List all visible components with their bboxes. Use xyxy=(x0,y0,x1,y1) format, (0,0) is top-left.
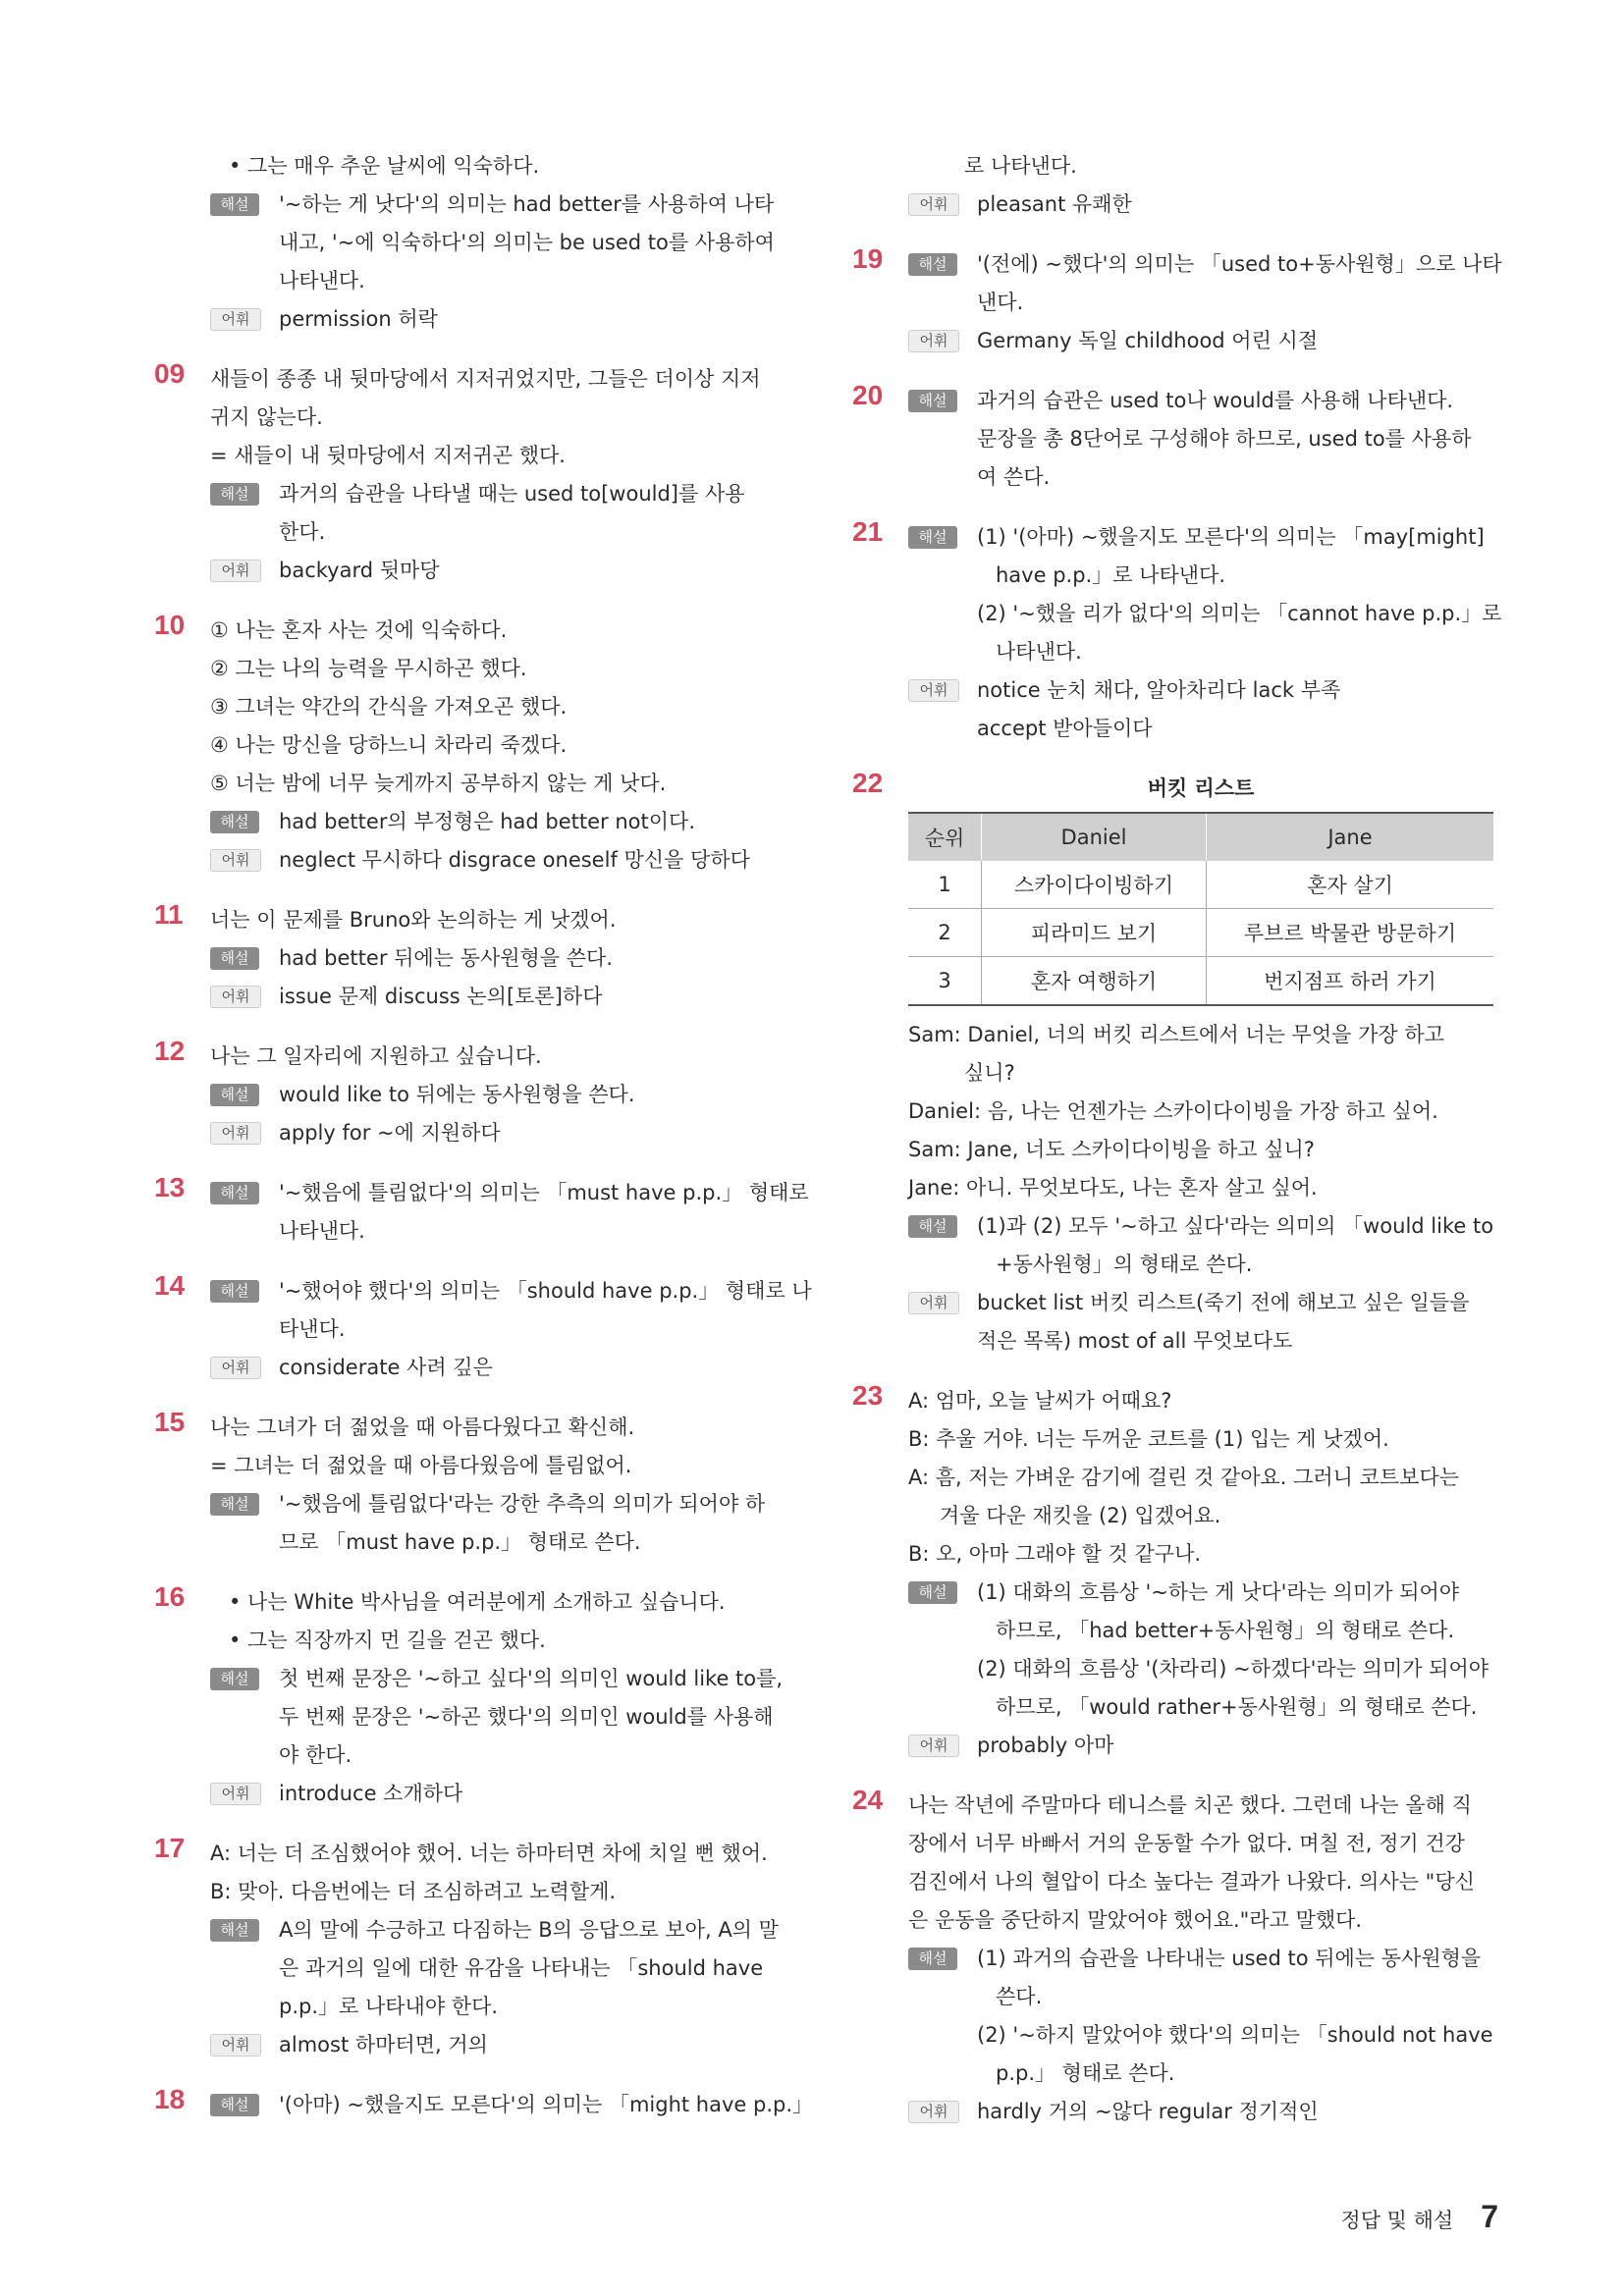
explanation-line: would like to 뒤에는 동사원형을 쓴다. xyxy=(279,1083,635,1106)
table-row xyxy=(908,909,1493,957)
vocabulary-tag: 어휘 xyxy=(210,1122,261,1145)
answer-line: 장에서 너무 바빠서 거의 운동할 수가 없다. 며칠 전, 정기 건강 xyxy=(908,1832,1465,1855)
vocabulary xyxy=(210,2026,795,2064)
question-number: 18 xyxy=(154,2084,186,2114)
vocabulary xyxy=(908,322,1498,360)
question-number: 21 xyxy=(852,516,884,547)
bucket-list-table xyxy=(908,812,1493,1006)
answer-line: 나는 그 일자리에 지원하고 싶습니다. xyxy=(210,1044,542,1068)
explanation-line: A의 말에 수긍하고 다짐하는 B의 응답으로 보아, A의 말 xyxy=(279,1918,779,1942)
table-cell: 2 xyxy=(908,909,982,957)
table-cell: 혼자 살기 xyxy=(1207,861,1494,909)
vocabulary-tag: 어휘 xyxy=(210,2034,261,2056)
vocabulary-line: apply for ~에 지원하다 xyxy=(279,1121,501,1145)
explanation-line: 낸다. xyxy=(977,291,1024,314)
explanation-line: '~하는 게 낫다'의 의미는 had better를 사용하여 나타 xyxy=(279,192,775,216)
vocabulary-line: introduce 소개하다 xyxy=(279,1782,463,1805)
explanation-line: 과거의 습관은 used to나 would를 사용해 나타낸다. xyxy=(977,389,1454,412)
question-number: 12 xyxy=(154,1036,186,1066)
answer-line: B: 맞아. 다음번에는 더 조심하려고 노력할게. xyxy=(210,1880,617,1903)
explanation-tag: 해설 xyxy=(908,253,957,276)
explanation-line: 한다. xyxy=(279,520,326,544)
table-cell: 혼자 여행하기 xyxy=(982,957,1207,1006)
explanation xyxy=(908,382,1498,497)
explanation-line: 나타낸다. xyxy=(996,640,1082,664)
answer-16 xyxy=(154,1583,795,1813)
explanation-line: 하므로, 「would rather+동사원형」의 형태로 쓴다. xyxy=(996,1695,1478,1719)
explanation-tag: 해설 xyxy=(210,193,259,216)
dialogue-line: A: 흠, 저는 가벼운 감기에 걸린 것 같아요. 그러니 코트보다는 xyxy=(908,1466,1460,1489)
vocabulary-tag: 어휘 xyxy=(210,849,261,872)
question-number: 17 xyxy=(154,1833,186,1863)
explanation xyxy=(210,939,795,978)
question-number: 22 xyxy=(852,768,884,798)
explanation-line: 문장을 총 8단어로 구성해야 하므로, used to를 사용하 xyxy=(977,427,1472,451)
answer-13 xyxy=(154,1172,809,1251)
explanation-line: (1) 과거의 습관을 나타내는 used to 뒤에는 동사원형을 xyxy=(977,1947,1482,1970)
vocabulary-line: bucket list 버킷 리스트(죽기 전에 해보고 싶은 일들을 xyxy=(977,1291,1470,1314)
explanation-line: 므로 「must have p.p.」 형태로 쓴다. xyxy=(279,1530,641,1554)
vocabulary-line: backyard 뒷마당 xyxy=(279,559,440,582)
explanation-line: (2) '~하지 말았어야 했다'의 의미는 「should not have xyxy=(977,2023,1493,2047)
explanation-line: +동사원형」의 형태로 쓴다. xyxy=(996,1253,1253,1276)
answer-line: ⑤ 너는 밤에 너무 늦게까지 공부하지 않는 게 낫다. xyxy=(210,772,667,795)
explanation xyxy=(908,1207,1498,1284)
explanation-tag: 해설 xyxy=(908,1215,957,1238)
explanation-line: '(아마) ~했을지도 모른다'의 의미는 「might have p.p.」 xyxy=(279,2093,813,2116)
right-column xyxy=(852,147,1502,2131)
explanation-line: 나타낸다. xyxy=(279,1219,365,1243)
explanation-tag: 해설 xyxy=(908,390,957,412)
explanation xyxy=(210,186,795,300)
vocabulary-line: probably 아마 xyxy=(977,1734,1114,1757)
answer-line: 은 운동을 중단하지 말았어야 했어요."라고 말했다. xyxy=(908,1908,1363,1932)
explanation-line: had better 뒤에는 동사원형을 쓴다. xyxy=(279,946,614,970)
vocabulary-line: notice 눈치 채다, 알아차리다 lack 부족 xyxy=(977,678,1341,702)
vocabulary-line: hardly 거의 ~않다 regular 정기적인 xyxy=(977,2100,1319,2123)
explanation-tag: 해설 xyxy=(210,1182,259,1204)
answer-17 xyxy=(154,1835,795,2064)
vocabulary-line: almost 하마터면, 거의 xyxy=(279,2033,488,2056)
explanation-tag: 해설 xyxy=(908,1581,957,1604)
dialogue-line: Jane: 아니. 무엇보다도, 나는 혼자 살고 싶어. xyxy=(908,1176,1318,1200)
vocabulary xyxy=(908,2093,1498,2131)
explanation-tag: 해설 xyxy=(210,1280,259,1303)
dialogue-line: A: 엄마, 오늘 날씨가 어때요? xyxy=(908,1389,1172,1413)
answer-line: 나는 그녀가 더 젊었을 때 아름다웠다고 확신해. xyxy=(210,1415,635,1439)
table-cell: 피라미드 보기 xyxy=(982,909,1207,957)
explanation-tag: 해설 xyxy=(210,1084,259,1106)
question-number: 13 xyxy=(154,1172,186,1202)
dialogue-line: 싶니? xyxy=(964,1061,1015,1085)
vocabulary xyxy=(908,1727,1498,1765)
vocabulary xyxy=(210,552,795,590)
explanation-tag: 해설 xyxy=(210,483,259,506)
vocabulary xyxy=(210,1114,795,1152)
answer-line: 나는 작년에 주말마다 테니스를 치곤 했다. 그런데 나는 올해 직 xyxy=(908,1793,1472,1817)
answer-09 xyxy=(154,360,795,590)
table-cell: 3 xyxy=(908,957,982,1006)
answer-10 xyxy=(154,612,795,880)
explanation-line: '~했어야 했다'의 의미는 「should have p.p.」 형태로 나 xyxy=(279,1279,812,1303)
explanation xyxy=(210,803,795,841)
explanation-line: 내고, '~에 익숙하다'의 의미는 be used to를 사용하여 xyxy=(279,231,775,254)
answer-22 xyxy=(852,770,1498,1361)
answer-line: 너는 이 문제를 Bruno와 논의하는 게 낫겠어. xyxy=(210,908,617,932)
explanation-line: p.p.」 형태로 쓴다. xyxy=(996,2061,1175,2085)
vocabulary-tag: 어휘 xyxy=(908,1292,959,1314)
answer-line: = 새들이 내 뒷마당에서 지저귀곤 했다. xyxy=(210,444,566,467)
vocabulary-tag: 어휘 xyxy=(908,679,959,702)
answer-19 xyxy=(852,243,1502,360)
vocabulary-line: issue 문제 discuss 논의[토론]하다 xyxy=(279,985,603,1008)
question-number: 24 xyxy=(852,1785,884,1815)
dialogue-line: B: 추울 거야. 너는 두꺼운 코트를 (1) 입는 게 낫겠어. xyxy=(908,1427,1389,1451)
vocabulary xyxy=(908,186,1498,224)
dialogue-line: Sam: Jane, 너도 스카이다이빙을 하고 싶니? xyxy=(908,1138,1315,1161)
vocabulary-line: Germany 독일 childhood 어린 시절 xyxy=(977,329,1319,352)
table-cell: 번지점프 하러 가기 xyxy=(1207,957,1494,1006)
answer-line: ④ 나는 망신을 당하느니 차라리 죽겠다. xyxy=(210,733,568,757)
answer-12 xyxy=(154,1038,795,1152)
explanation-line: (2) 대화의 흐름상 '(차라리) ~하겠다'라는 의미가 되어야 xyxy=(977,1657,1489,1681)
answer-line: • 그는 매우 추운 날씨에 익숙하다. xyxy=(229,154,540,178)
table-title: 버킷 리스트 xyxy=(1147,776,1255,800)
explanation-tag: 해설 xyxy=(908,526,957,549)
left-column xyxy=(154,147,813,2124)
explanation xyxy=(210,1076,795,1114)
table-header: Daniel xyxy=(982,813,1207,861)
explanation xyxy=(908,518,1502,671)
answer-line: • 나는 White 박사님을 여러분에게 소개하고 싶습니다. xyxy=(229,1590,726,1614)
explanation-tag: 해설 xyxy=(210,2094,259,2116)
explanation-line: p.p.」로 나타내야 한다. xyxy=(279,1995,499,2018)
vocabulary-tag: 어휘 xyxy=(908,1735,959,1757)
answer-11 xyxy=(154,901,795,1016)
vocabulary-tag: 어휘 xyxy=(210,1783,261,1805)
explanation-line: 두 번째 문장은 '~하곤 했다'의 의미인 would를 사용해 xyxy=(279,1705,774,1729)
question-number: 20 xyxy=(852,380,884,410)
vocabulary-line: neglect 무시하다 disgrace oneself 망신을 당하다 xyxy=(279,848,750,872)
explanation-tag: 해설 xyxy=(908,1948,957,1970)
question-number: 23 xyxy=(852,1380,884,1411)
footer-label: 정답 및 해설 xyxy=(1340,2209,1454,2232)
answer-line: A: 너는 더 조심했어야 했어. 너는 하마터면 차에 치일 뻔 했어. xyxy=(210,1842,768,1865)
vocabulary xyxy=(908,671,1498,748)
dialogue-line: Sam: Daniel, 너의 버킷 리스트에서 너는 무엇을 가장 하고 xyxy=(908,1023,1444,1046)
explanation-line: '~했음에 틀림없다'의 의미는 「must have p.p.」 형태로 xyxy=(279,1181,809,1204)
explanation-line: (2) '~했을 리가 없다'의 의미는 「cannot have p.p.」로 xyxy=(977,602,1502,625)
question-number: 19 xyxy=(852,243,884,274)
vocabulary xyxy=(210,841,795,880)
explanation-line: 야 한다. xyxy=(279,1743,352,1767)
answer-line: 검진에서 나의 혈압이 다소 높다는 결과가 나왔다. 의사는 "당신 xyxy=(908,1870,1475,1894)
explanation xyxy=(210,1272,812,1349)
explanation-line: 여 쓴다. xyxy=(977,465,1051,489)
vocabulary-line: permission 허락 xyxy=(279,307,438,331)
explanation-line: 과거의 습관을 나타낼 때는 used to[would]를 사용 xyxy=(279,482,745,506)
explanation xyxy=(908,245,1502,322)
explanation-line: 나타낸다. xyxy=(279,269,365,293)
table-header: 순위 xyxy=(908,813,982,861)
vocabulary xyxy=(210,1349,795,1387)
explanation xyxy=(210,475,795,552)
explanation-line: (1)과 (2) 모두 '~하고 싶다'라는 의미의 「would like to xyxy=(977,1214,1494,1238)
explanation-tag: 해설 xyxy=(210,947,259,970)
explanation-line: (1) 대화의 흐름상 '~하는 게 낫다'라는 의미가 되어야 xyxy=(977,1580,1460,1604)
answer-line: • 그는 직장까지 먼 길을 걷곤 했다. xyxy=(229,1629,546,1652)
vocabulary-tag: 어휘 xyxy=(210,986,261,1008)
answer-18-continued xyxy=(852,147,1498,224)
vocabulary-tag: 어휘 xyxy=(210,308,261,331)
dialogue-line: 겨울 다운 재킷을 (2) 입겠어요. xyxy=(940,1504,1221,1527)
explanation-tag: 해설 xyxy=(210,1493,259,1516)
dialogue-line: B: 오, 아마 그래야 할 것 같구나. xyxy=(908,1542,1202,1566)
vocabulary-tag: 어휘 xyxy=(908,330,959,352)
question-number: 11 xyxy=(154,899,184,930)
question-number: 09 xyxy=(154,358,186,389)
vocabulary-line: pleasant 유쾌한 xyxy=(977,192,1132,216)
explanation xyxy=(210,1174,809,1251)
explanation xyxy=(210,1660,795,1775)
question-number: 10 xyxy=(154,610,186,640)
vocabulary xyxy=(908,1284,1498,1361)
vocabulary xyxy=(210,300,795,339)
answer-24 xyxy=(852,1787,1498,2131)
page-number: 7 xyxy=(1481,2199,1498,2234)
explanation-line: 하므로, 「had better+동사원형」의 형태로 쓴다. xyxy=(996,1619,1455,1642)
table-cell: 루브르 박물관 방문하기 xyxy=(1207,909,1494,957)
explanation-tag: 해설 xyxy=(210,1919,259,1942)
answer-20 xyxy=(852,382,1498,497)
explanation-tag: 해설 xyxy=(210,811,259,833)
explanation-line: 타낸다. xyxy=(279,1317,346,1341)
answer-line: 귀지 않는다. xyxy=(210,405,323,429)
table-header: Jane xyxy=(1207,813,1494,861)
vocabulary-line: accept 받아들이다 xyxy=(977,717,1153,740)
answer-line: ③ 그녀는 약간의 간식을 가져오곤 했다. xyxy=(210,695,568,719)
answer-line: = 그녀는 더 젊었을 때 아름다웠음에 틀림없어. xyxy=(210,1454,632,1477)
vocabulary-line: considerate 사려 깊은 xyxy=(279,1356,493,1379)
explanation-line: '(전에) ~했다'의 의미는 「used to+동사원형」으로 나타 xyxy=(977,252,1502,276)
question-number: 15 xyxy=(154,1407,186,1437)
explanation xyxy=(908,1940,1498,2093)
explanation xyxy=(210,2086,813,2124)
explanation-line: (1) '(아마) ~했을지도 모른다'의 의미는 「may[might] xyxy=(977,525,1485,549)
explanation xyxy=(210,1911,795,2026)
table-row xyxy=(908,957,1493,1006)
explanation-line: had better의 부정형은 had better not이다. xyxy=(279,810,696,833)
answer-14 xyxy=(154,1270,812,1387)
answer-15 xyxy=(154,1409,795,1562)
explanation-line: 첫 번째 문장은 '~하고 싶다'의 의미인 would like to를, xyxy=(279,1667,784,1690)
vocabulary-line: 적은 목록) most of all 무엇보다도 xyxy=(977,1329,1293,1353)
table-row xyxy=(908,861,1493,909)
answer-18 xyxy=(154,2084,813,2124)
explanation-line: 쓴다. xyxy=(996,1985,1043,2008)
question-number: 16 xyxy=(154,1581,186,1612)
vocabulary-tag: 어휘 xyxy=(210,1357,261,1379)
vocabulary-tag: 어휘 xyxy=(908,193,959,216)
table-cell: 1 xyxy=(908,861,982,909)
vocabulary-tag: 어휘 xyxy=(210,560,261,582)
table-cell: 스카이다이빙하기 xyxy=(982,861,1207,909)
explanation-line: 로 나타낸다. xyxy=(964,154,1077,178)
explanation-tag: 해설 xyxy=(210,1668,259,1690)
vocabulary xyxy=(210,1775,795,1813)
explanation xyxy=(908,1574,1498,1727)
answer-21 xyxy=(852,516,1502,748)
answer-line: 새들이 종종 내 뒷마당에서 지저귀었지만, 그들은 더이상 지저 xyxy=(210,367,761,391)
table-header-row xyxy=(908,813,1493,861)
question-number: 14 xyxy=(154,1270,186,1301)
explanation-line: '~했음에 틀림없다'라는 강한 추측의 의미가 되어야 하 xyxy=(279,1492,766,1516)
answer-line: ① 나는 혼자 사는 것에 익숙하다. xyxy=(210,618,508,642)
answer-23 xyxy=(852,1382,1498,1765)
vocabulary xyxy=(210,978,795,1016)
explanation-line: 은 과거의 일에 대한 유감을 나타내는 「should have xyxy=(279,1956,764,1980)
explanation xyxy=(210,1485,795,1562)
explanation-line: have p.p.」로 나타낸다. xyxy=(996,563,1225,587)
answer-08-continued xyxy=(154,147,795,339)
answer-line: ② 그는 나의 능력을 무시하곤 했다. xyxy=(210,657,527,680)
page-footer xyxy=(1340,2199,1498,2235)
vocabulary-tag: 어휘 xyxy=(908,2101,959,2123)
dialogue-line: Daniel: 음, 나는 언젠가는 스카이다이빙을 가장 하고 싶어. xyxy=(908,1099,1438,1123)
